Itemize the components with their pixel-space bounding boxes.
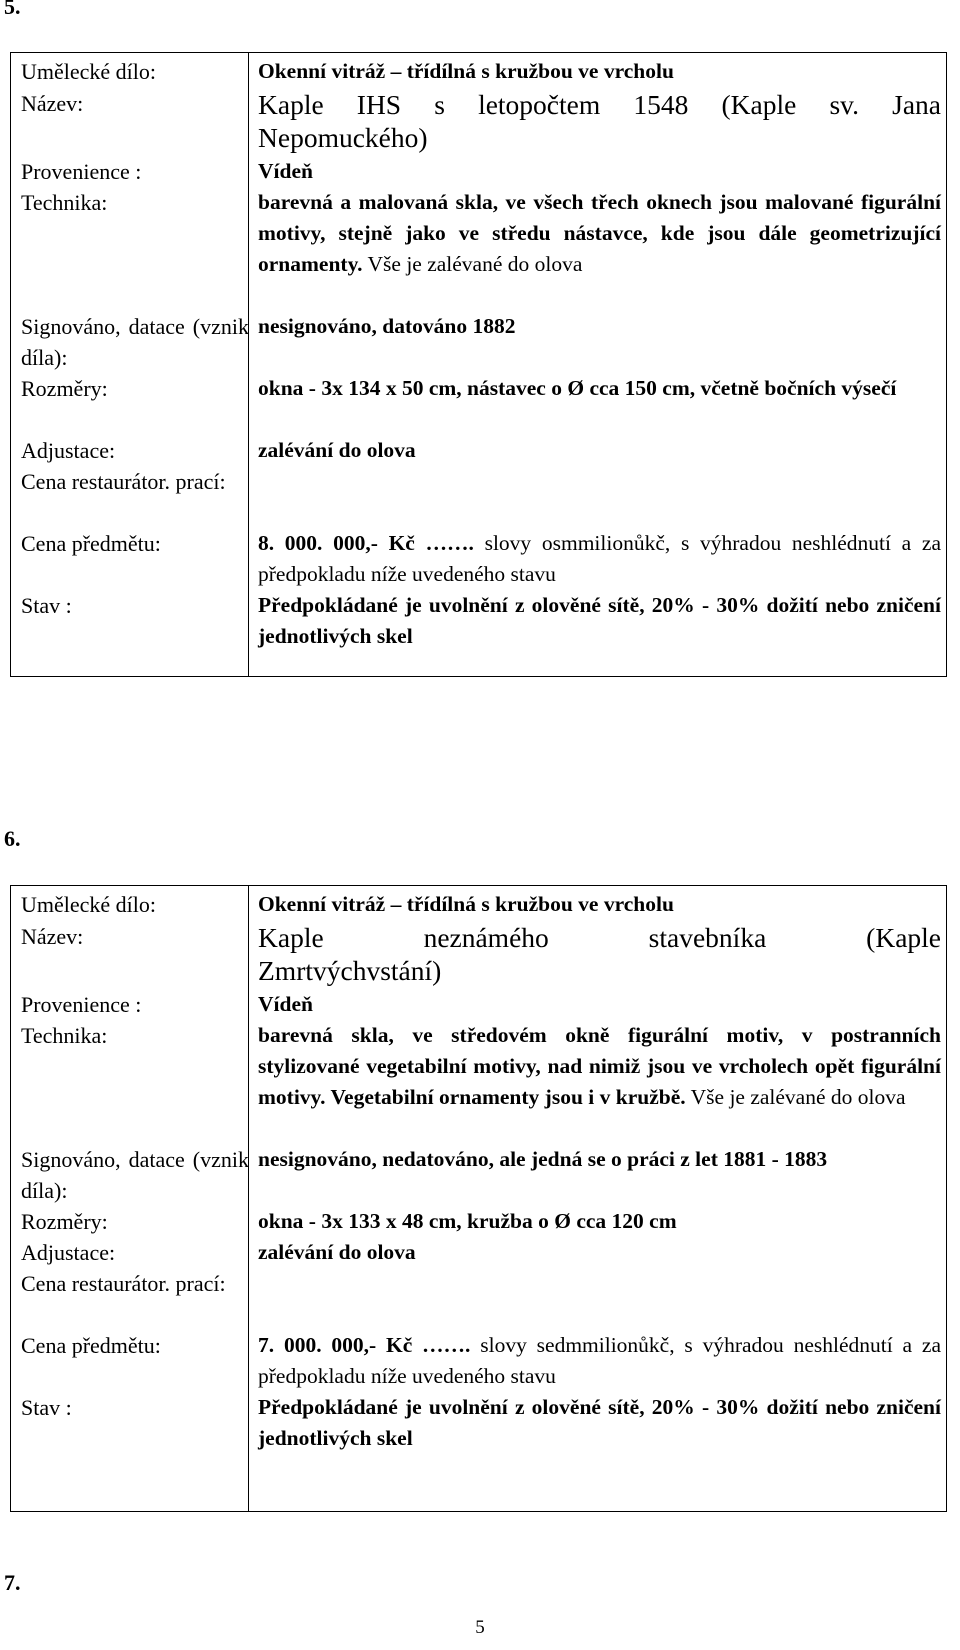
- value-framing: zalévání do olova: [258, 1240, 416, 1264]
- value-dimensions: okna - 3x 133 x 48 cm, kružba o Ø cca 120 cm: [258, 1209, 677, 1233]
- label-framing: Adjustace:: [21, 438, 116, 463]
- label-signed: Signováno, datace (vznik díla):: [21, 1147, 249, 1203]
- label-provenance: Provenience :: [21, 992, 142, 1017]
- label-framing: Adjustace:: [21, 1240, 116, 1265]
- value-name-line2: Nepomuckého): [258, 122, 428, 153]
- label-dimensions: Rozměry:: [21, 1209, 108, 1234]
- value-technique: [258, 1020, 941, 1113]
- value-signed: nesignováno, datováno 1882: [258, 314, 516, 338]
- label-item-price: Cena předmětu:: [21, 531, 161, 556]
- value-framing: zalévání do olova: [258, 438, 416, 462]
- value-item-price-bold: 7. 000. 000,- Kč …….: [258, 1333, 481, 1357]
- value-technique-plain: Vše je zalévané do olova: [362, 252, 583, 276]
- label-signed: Signováno, datace (vznik díla):: [21, 314, 249, 370]
- value-item-price-plain: slovy osmmilionůkč, s výhradou neshlédnutí a za předpokladu níže uvedeného stavu: [258, 531, 941, 586]
- value-artwork: Okenní vitráž – třídílná s kružbou ve vrcholu: [258, 892, 674, 916]
- section-number: 5.: [4, 0, 21, 19]
- artwork-record-table: [10, 885, 947, 1512]
- value-name-line1: Kaple IHS s letopočtem 1548 (Kaple sv. Jana: [258, 89, 941, 120]
- label-provenance: Provenience :: [21, 159, 142, 184]
- value-technique-bold: barevná a malovaná skla, ve všech třech oknech jsou malované figurální motivy, stejně jako ve středu nástavce, kde jsou dále geometrizující ornamenty.: [258, 190, 941, 276]
- label-technique: Technika:: [21, 1023, 108, 1048]
- value-name: [258, 921, 941, 987]
- label-restoration-price: Cena restaurátor. prací:: [21, 469, 226, 494]
- value-condition: Předpokládané je uvolnění z olověné sítě, 20% - 30% dožití nebo zničení jednotlivých skel: [258, 593, 941, 648]
- artwork-record-table: [10, 52, 947, 677]
- value-provenance: Vídeň: [258, 992, 313, 1016]
- label-artwork: Umělecké dílo:: [21, 892, 157, 917]
- value-dimensions: okna - 3x 134 x 50 cm, nástavec o Ø cca 150 cm, včetně bočních výsečí: [258, 376, 897, 400]
- value-name-line1: Kaple neznámého stavebníka (Kaple: [258, 922, 941, 953]
- value-item-price-plain: slovy sedmmilionůkč, s výhradou neshlédnutí a za předpokladu níže uvedeného stavu: [258, 1333, 941, 1388]
- value-technique: [258, 187, 941, 280]
- label-item-price: Cena předmětu:: [21, 1333, 161, 1358]
- section-number: 6.: [4, 826, 21, 851]
- value-name-line2: Zmrtvýchvstání): [258, 955, 442, 986]
- label-artwork: Umělecké dílo:: [21, 59, 157, 84]
- value-signed: nesignováno, nedatováno, ale jedná se o práci z let 1881 - 1883: [258, 1147, 828, 1171]
- value-name: [258, 88, 941, 154]
- value-technique-bold: barevná skla, ve středovém okně figurální motiv, v postranních stylizované vegetabilní motivy, nad nimiž jsou ve vrcholech opět figurální motivy. Vegetabilní ornamenty jsou i v kružbě.: [258, 1023, 941, 1109]
- label-dimensions: Rozměry:: [21, 376, 108, 401]
- section-number: 7.: [4, 1570, 21, 1595]
- value-item-price: [258, 1330, 941, 1392]
- label-name: Název:: [21, 924, 84, 949]
- value-condition: Předpokládané je uvolnění z olověné sítě, 20% - 30% dožití nebo zničení jednotlivých skel: [258, 1395, 941, 1450]
- label-condition: Stav :: [21, 1395, 72, 1420]
- label-name: Název:: [21, 91, 84, 116]
- value-item-price: [258, 528, 941, 590]
- label-condition: Stav :: [21, 593, 72, 618]
- value-artwork: Okenní vitráž – třídílná s kružbou ve vrcholu: [258, 59, 674, 83]
- label-technique: Technika:: [21, 190, 108, 215]
- value-technique-plain: Vše je zalévané do olova: [685, 1085, 906, 1109]
- value-item-price-bold: 8. 000. 000,- Kč …….: [258, 531, 485, 555]
- page-number: 5: [475, 1617, 485, 1638]
- value-provenance: Vídeň: [258, 159, 313, 183]
- label-restoration-price: Cena restaurátor. prací:: [21, 1271, 226, 1296]
